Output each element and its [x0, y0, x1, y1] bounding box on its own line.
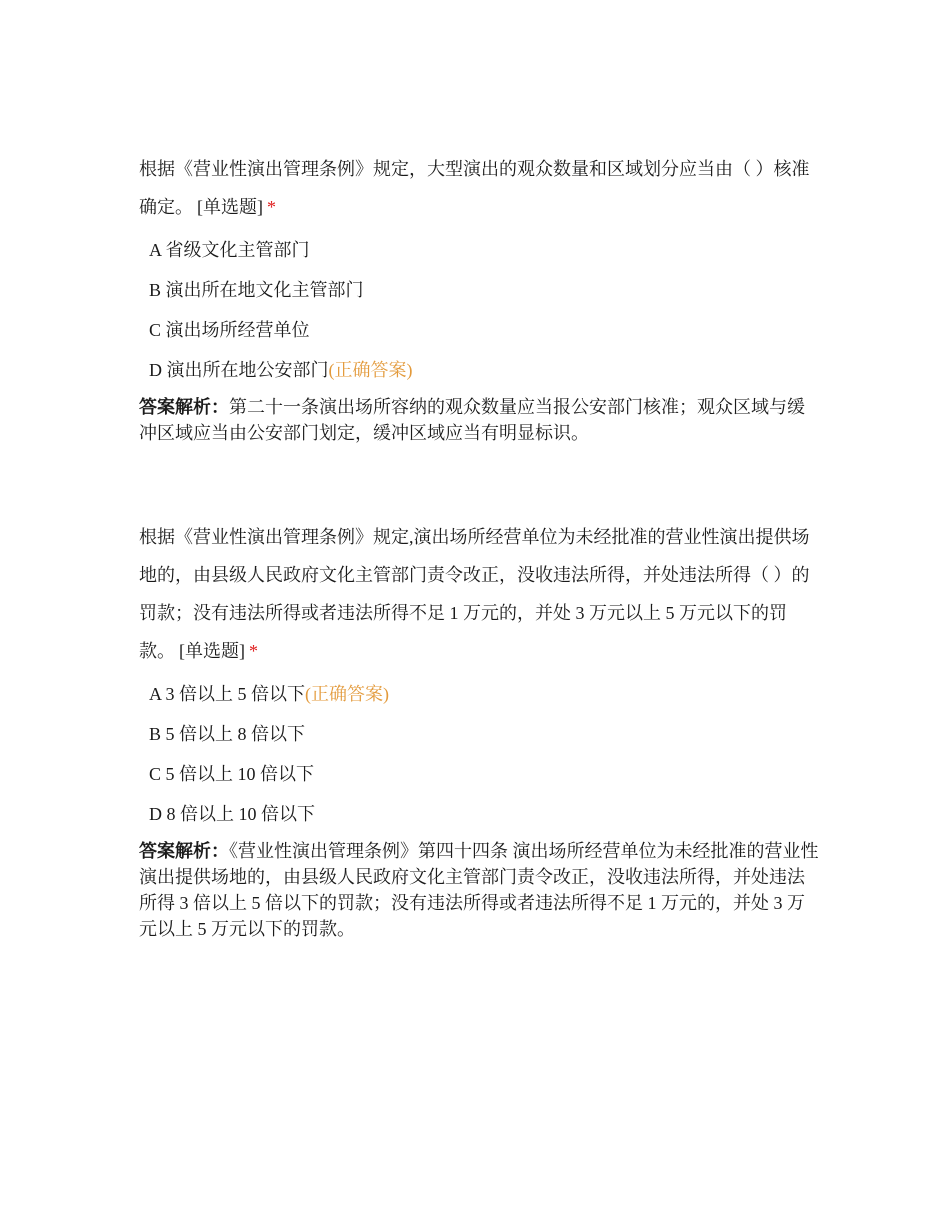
option-letter: D [149, 360, 162, 380]
required-mark: * [267, 197, 276, 217]
analysis-label: 答案解析： [139, 397, 229, 417]
correct-answer-tag: (正确答案) [328, 360, 413, 380]
option-letter: A [149, 240, 162, 260]
option-a[interactable] [139, 230, 819, 270]
option-list [139, 230, 819, 390]
option-text: 5 倍以上 10 倍以下 [165, 764, 315, 784]
question-stem [139, 150, 819, 226]
question-type-label: [单选题] [197, 197, 263, 217]
option-text: 8 倍以上 10 倍以下 [166, 804, 315, 824]
option-text: 5 倍以上 8 倍以下 [165, 724, 306, 744]
option-a[interactable] [139, 674, 819, 714]
option-text: 演出所在地公安部门 [166, 360, 329, 380]
option-text: 演出所在地文化主管部门 [165, 280, 364, 300]
option-list [139, 674, 819, 834]
option-letter: C [149, 320, 162, 340]
option-text: 演出场所经营单位 [165, 320, 310, 340]
option-c[interactable] [139, 310, 819, 350]
answer-analysis [139, 838, 819, 942]
analysis-label: 答案解析： [139, 841, 229, 861]
correct-answer-tag: (正确答案) [305, 684, 390, 704]
question-1 [139, 150, 819, 446]
option-letter: A [149, 684, 162, 704]
option-text: 省级文化主管部门 [165, 240, 310, 260]
analysis-text: 第二十一条演出场所容纳的观众数量应当报公安部门核准；观众区域与缓冲区域应当由公安部门划定，缓冲区域应当有明显标识。 [139, 397, 805, 443]
option-letter: B [149, 280, 162, 300]
option-d[interactable] [139, 794, 819, 834]
analysis-text: 《营业性演出管理条例》第四十四条 演出场所经营单位为未经批准的营业性演出提供场地的，由县级人民政府文化主管部门责令改正，没收违法所得，并处违法所得 3 倍以上 5 倍以下的罚款；没有违法所得或者违法所得不足 1 万元的，并处 3 万元以上 5 万元以下的罚款。 [139, 841, 819, 939]
option-d[interactable] [139, 350, 819, 390]
question-2 [139, 518, 819, 942]
option-b[interactable] [139, 270, 819, 310]
option-letter: B [149, 724, 162, 744]
option-c[interactable] [139, 754, 819, 794]
option-text: 3 倍以上 5 倍以下 [165, 684, 306, 704]
required-mark: * [249, 641, 258, 661]
option-letter: C [149, 764, 162, 784]
question-type-label: [单选题] [179, 641, 245, 661]
option-b[interactable] [139, 714, 819, 754]
question-stem [139, 518, 819, 670]
option-letter: D [149, 804, 162, 824]
question-text: 根据《营业性演出管理条例》规定，大型演出的观众数量和区域划分应当由（ ）核准确定。 [139, 159, 810, 217]
question-text: 根据《营业性演出管理条例》规定,演出场所经营单位为未经批准的营业性演出提供场地的，由县级人民政府文化主管部门责令改正，没收违法所得，并处违法所得（ ）的罚款；没有违法所得或者违法所得不足 1 万元的，并处 3 万元以上 5 万元以下的罚款。 [139, 527, 810, 661]
answer-analysis [139, 394, 819, 446]
